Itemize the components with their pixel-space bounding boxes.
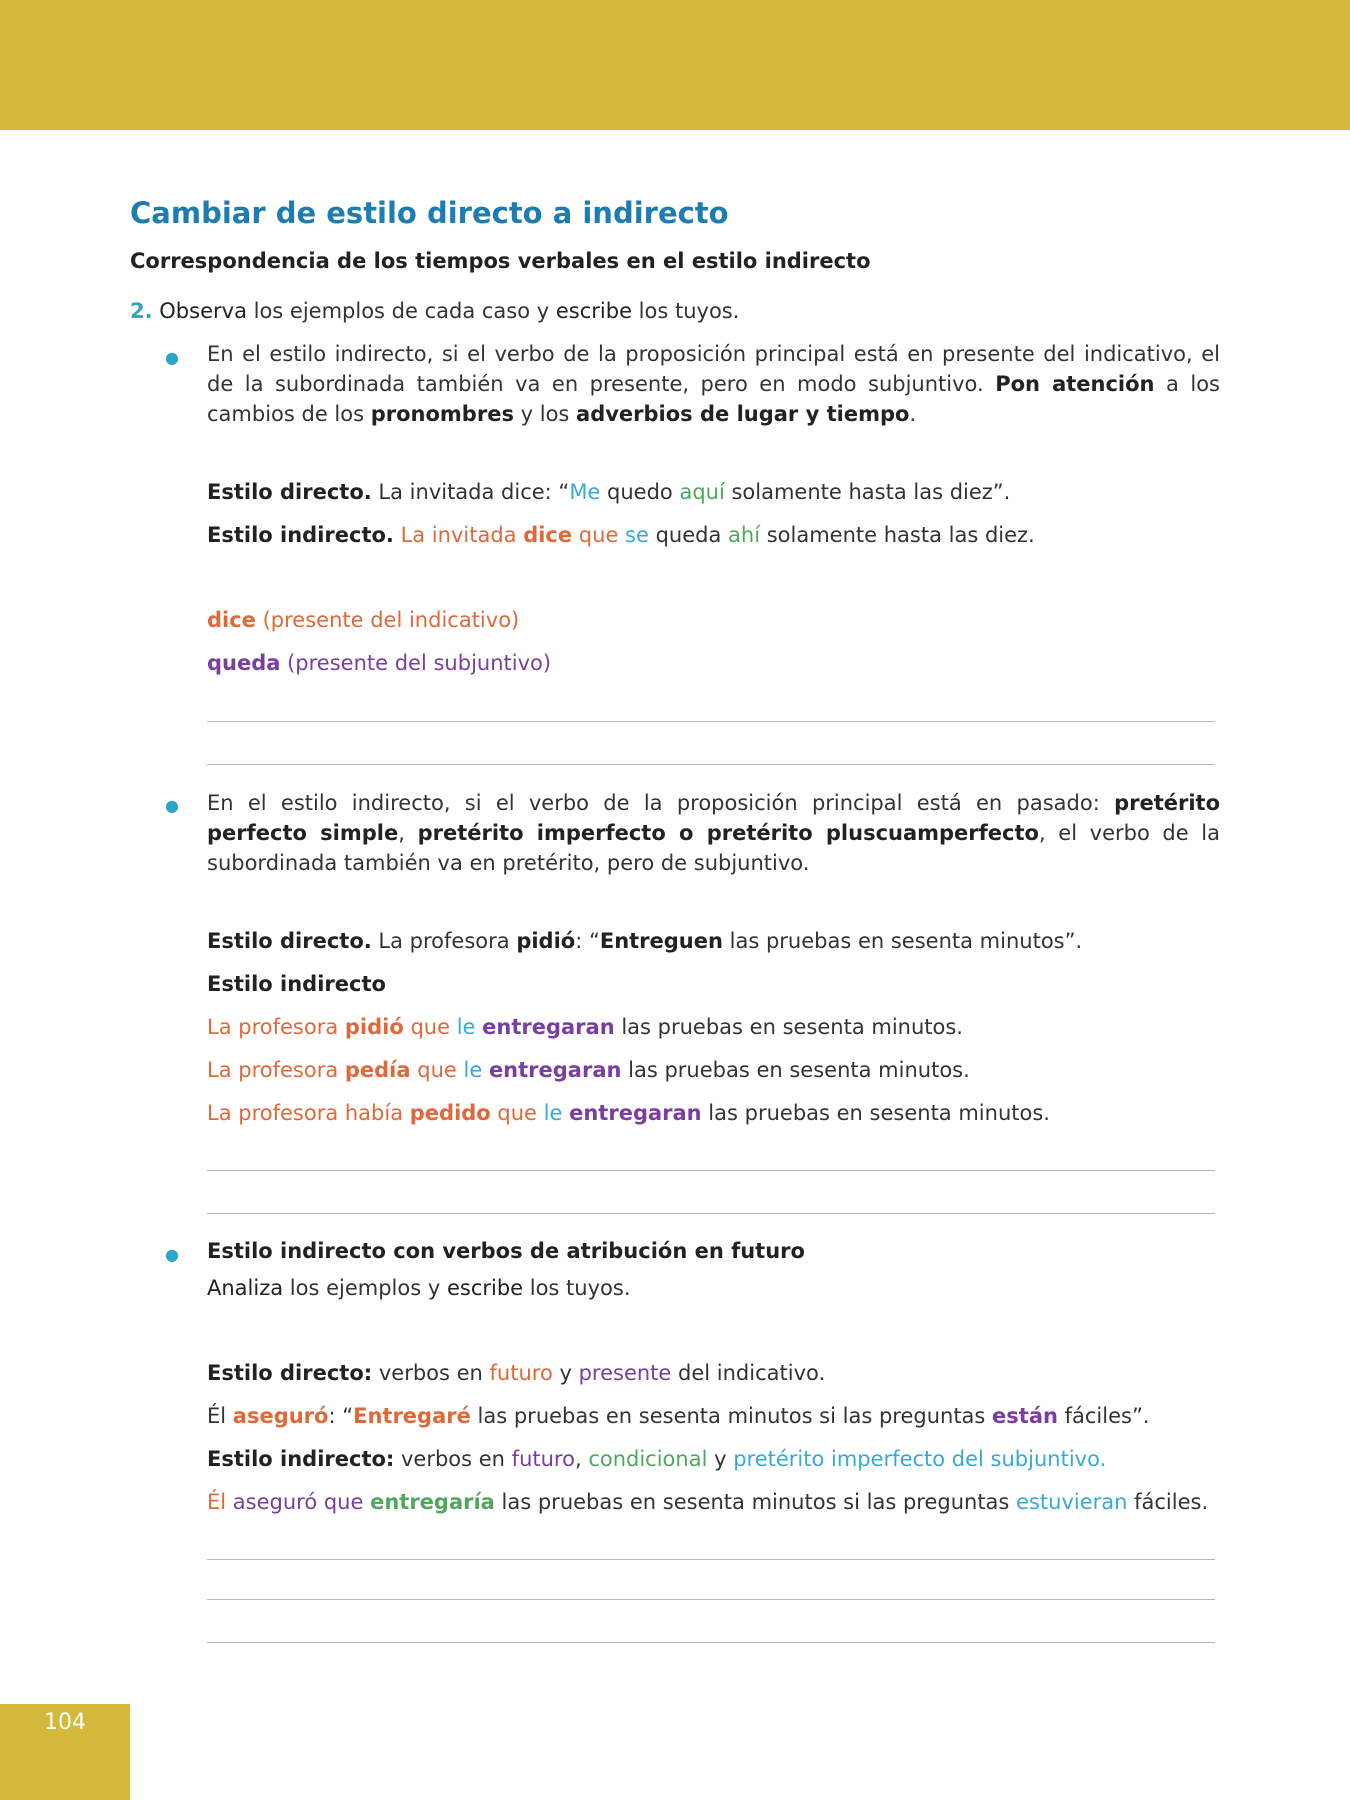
section3-indirect-rule: Estilo indirecto: verbos en futuro, condicional y pretérito imperfecto del subjuntivo. bbox=[207, 1447, 1107, 1471]
section3-direct-example: Él aseguró: “Entregaré las pruebas en sesenta minutos si las preguntas están fáciles”. bbox=[207, 1404, 1150, 1428]
instruction-escribe: escribe bbox=[555, 299, 632, 323]
instruction-observa: Observa bbox=[159, 299, 247, 323]
answer-line[interactable] bbox=[207, 1642, 1215, 1643]
section3-indirect-example: Él aseguró que entregaría las pruebas en sesenta minutos si las preguntas estuvieran fáciles. bbox=[207, 1490, 1209, 1514]
page-title: Cambiar de estilo directo a indirecto bbox=[130, 196, 729, 230]
section3-direct-rule: Estilo directo: verbos en futuro y presente del indicativo. bbox=[207, 1361, 826, 1385]
answer-line[interactable] bbox=[207, 1170, 1215, 1171]
section-subtitle: Correspondencia de los tiempos verbales en el estilo indirecto bbox=[130, 249, 871, 273]
section2-direct-example: Estilo directo. La profesora pidió: “Entreguen las pruebas en sesenta minutos”. bbox=[207, 929, 1083, 953]
section1-direct-example: Estilo directo. La invitada dice: “Me quedo aquí solamente hasta las diez”. bbox=[207, 480, 1011, 504]
answer-line[interactable] bbox=[207, 1559, 1215, 1560]
header-band bbox=[0, 0, 1350, 130]
section2-indirect-sentence: La profesora había pedido que le entregaran las pruebas en sesenta minutos. bbox=[207, 1101, 1050, 1125]
answer-line[interactable] bbox=[207, 721, 1215, 722]
section1-indirect-example: Estilo indirecto. La invitada dice que se queda ahí solamente hasta las diez. bbox=[207, 523, 1035, 547]
section1-note-indicative: dice (presente del indicativo) bbox=[207, 608, 520, 632]
section3-heading: Estilo indirecto con verbos de atribución en futuro bbox=[207, 1239, 805, 1263]
bullet-icon: ● bbox=[165, 1245, 179, 1264]
answer-line[interactable] bbox=[207, 764, 1215, 765]
section1-note-subjunctive: queda (presente del subjuntivo) bbox=[207, 651, 552, 675]
page-number: 104 bbox=[44, 1710, 86, 1735]
bullet-icon: ● bbox=[165, 796, 179, 815]
bullet-icon: ● bbox=[165, 348, 179, 367]
answer-line[interactable] bbox=[207, 1213, 1215, 1214]
section2-indirect-sentence: La profesora pidió que le entregaran las pruebas en sesenta minutos. bbox=[207, 1015, 963, 1039]
exercise-instruction: 2. Observa los ejemplos de cada caso y escribe los tuyos. bbox=[130, 299, 740, 323]
section2-indirect-label: Estilo indirecto bbox=[207, 972, 386, 996]
section2-paragraph: En el estilo indirecto, si el verbo de la proposición principal está en pasado: pretérito perfecto simple, pretérito imperfecto o pretérito pluscuamperfecto, el verbo de la subordinada también va en pretérito, pero de subjuntivo. bbox=[207, 791, 1221, 875]
section2-indirect-sentence: La profesora pedía que le entregaran las pruebas en sesenta minutos. bbox=[207, 1058, 970, 1082]
exercise-number: 2. bbox=[130, 299, 153, 323]
answer-line[interactable] bbox=[207, 1599, 1215, 1600]
section3-instruction: Analiza los ejemplos y escribe los tuyos. bbox=[207, 1276, 631, 1300]
section1-paragraph: En el estilo indirecto, si el verbo de la proposición principal está en presente del indicativo, el de la subordinada también va en presente, pero en modo subjuntivo. Pon atención a los cambios de los pronombres y los adverbios de lugar y tiempo. bbox=[207, 342, 1220, 426]
